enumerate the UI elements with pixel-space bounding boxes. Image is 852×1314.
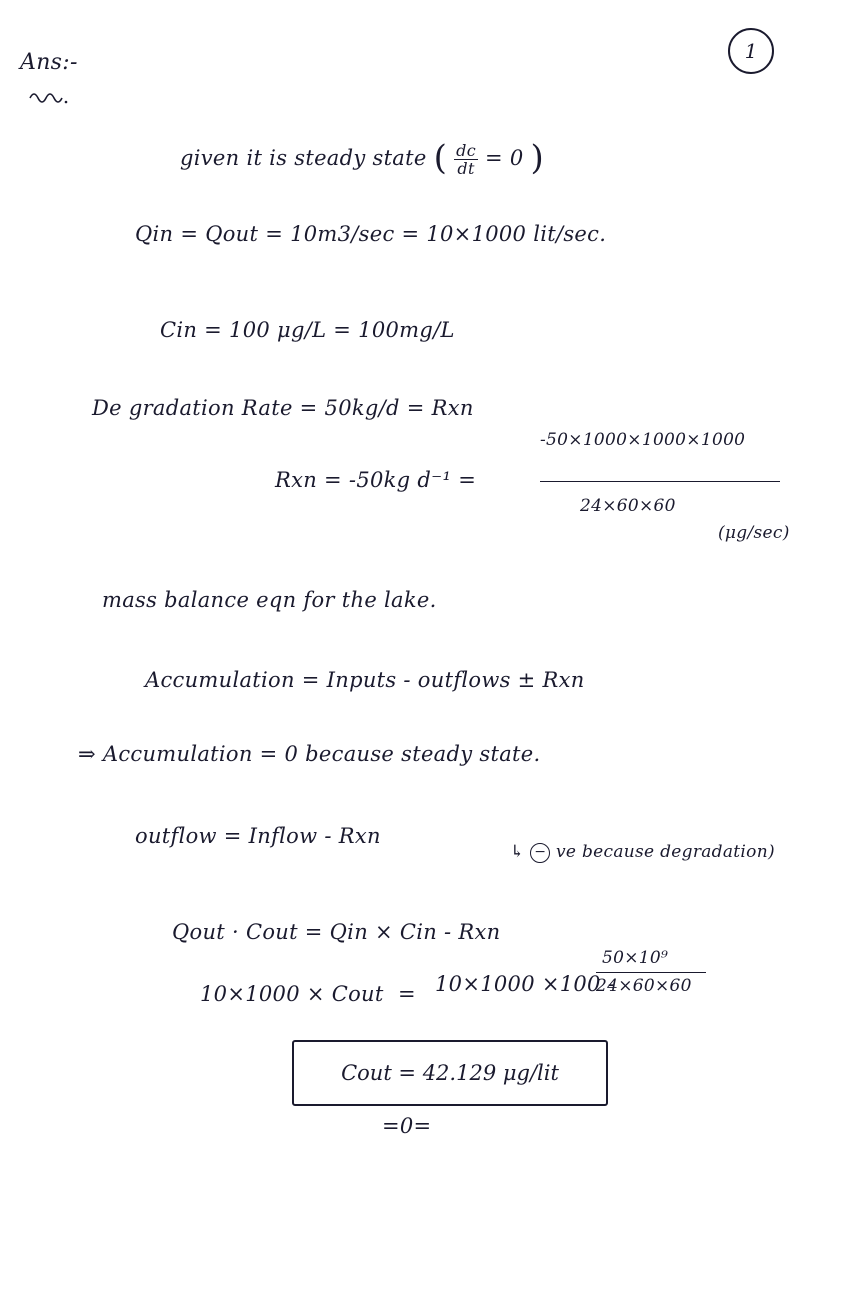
implies-arrow: ⇒ <box>78 742 96 766</box>
accumulation-zero-text: Accumulation = 0 because steady state. <box>102 742 541 766</box>
open-paren: ( <box>433 138 448 178</box>
equation-2-rhs: 10×1000 ×100 - <box>435 972 616 996</box>
equation-2-denominator: 24×60×60 <box>596 976 692 996</box>
rxn-denominator: 24×60×60 <box>580 496 676 516</box>
note-text: ve because degradation) <box>555 842 775 862</box>
negative-sign-circle: − <box>530 843 550 863</box>
steady-state-line <box>180 138 544 178</box>
rxn-numerator: -50×1000×1000×1000 <box>540 430 746 450</box>
steady-state-rhs: = 0 <box>484 146 524 170</box>
flow-line: Qin = Qout = 10m3/sec = 10×1000 lit/sec. <box>135 222 607 246</box>
equation-2-lhs: 10×1000 × Cout <box>200 982 384 1006</box>
underline-squiggle-icon <box>28 88 68 106</box>
equation-1: Qout · Cout = Qin × Cin - Rxn <box>172 920 501 944</box>
outflow-note <box>510 842 775 863</box>
close-paren: ) <box>530 138 545 178</box>
degradation-line: De gradation Rate = 50kg/d = Rxn <box>92 396 474 420</box>
page-number: 1 <box>744 39 758 63</box>
end-mark: =0= <box>382 1114 432 1138</box>
final-result-box <box>292 1040 608 1106</box>
accumulation-line: Accumulation = Inputs - outflows ± Rxn <box>145 668 585 692</box>
derivative-fraction <box>454 142 478 177</box>
accumulation-zero-line <box>78 742 540 766</box>
steady-state-text: given it is steady state <box>180 146 427 170</box>
note-arrow: ↳ <box>510 842 525 862</box>
mass-balance-line: mass balance eqn for the lake. <box>102 588 437 612</box>
outflow-line: outflow = Inflow - Rxn <box>135 824 381 848</box>
page-number-circle <box>728 28 774 74</box>
rxn-fraction-bar <box>540 481 780 482</box>
rxn-units: (μg/sec) <box>718 523 790 543</box>
answer-label: Ans:- <box>20 50 78 75</box>
equation-2-numerator: 50×10⁹ <box>602 948 669 968</box>
derivative-num: dc <box>456 141 476 160</box>
equation-2-fraction-bar <box>596 972 706 973</box>
rxn-lhs: Rxn = -50kg d⁻¹ = <box>275 468 477 492</box>
cin-line: Cin = 100 μg/L = 100mg/L <box>160 318 455 342</box>
equation-2-equals: = <box>398 982 416 1006</box>
final-result: Cout = 42.129 μg/lit <box>341 1061 559 1085</box>
derivative-den: dt <box>457 159 475 178</box>
